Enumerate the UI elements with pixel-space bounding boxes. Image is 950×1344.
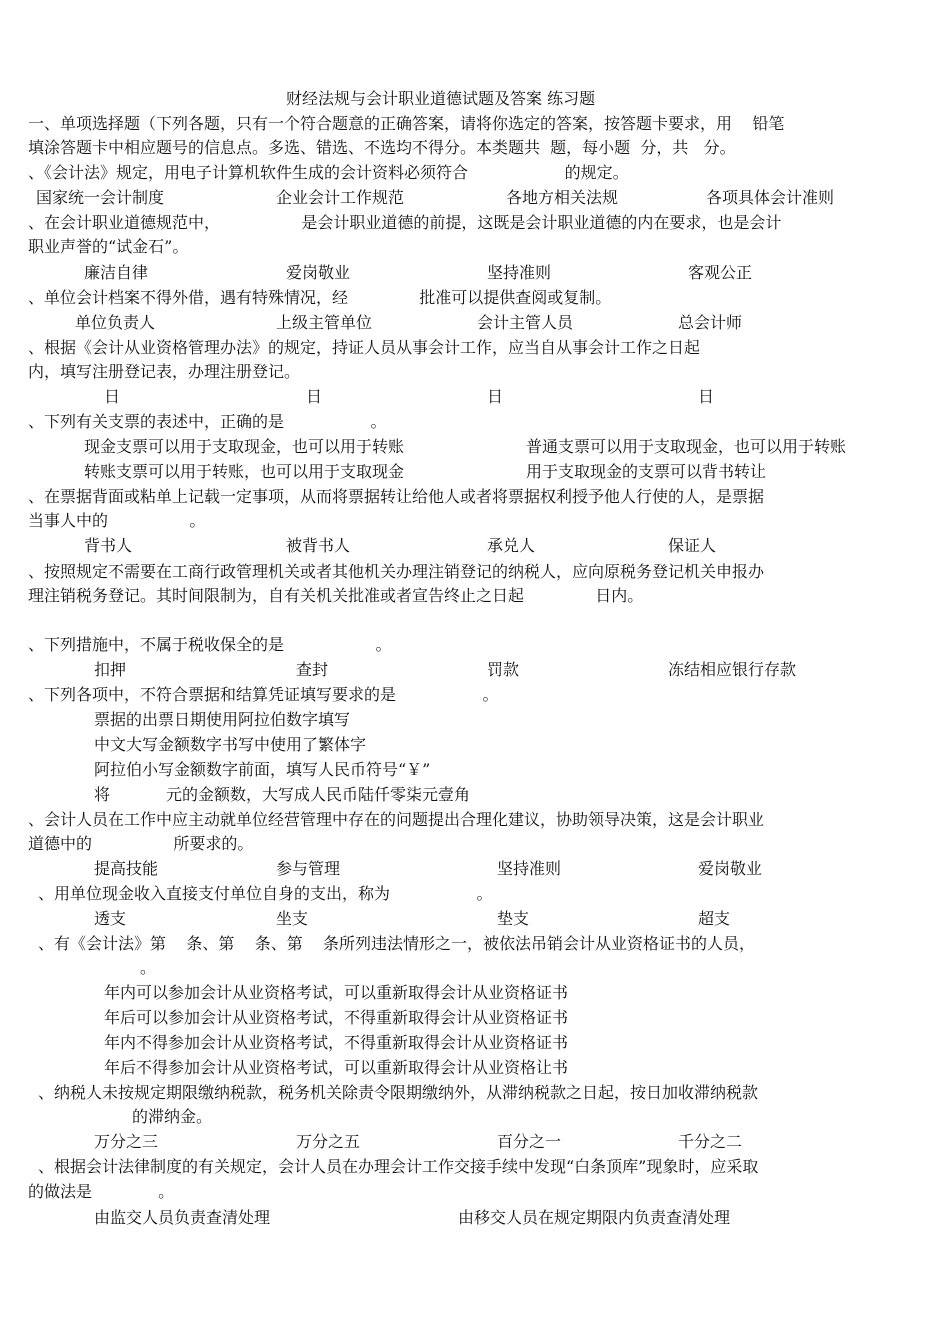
text-line: 一、单项选择题（下列各题，只有一个符合题意的正确答案，请将你选定的答案，按答题卡要求，用 铅笔 [28, 114, 785, 133]
text-line: 背书人 [84, 536, 133, 555]
text-line: 、按照规定不需要在工商行政管理机关或者其他机关办理注销登记的纳税人，应向原税务登记机关申报办 [28, 562, 765, 581]
text-line: 道德中的 所要求的。 [28, 834, 254, 853]
text-line: 会计主管人员 [477, 313, 574, 332]
text-line: 超支 [698, 909, 731, 928]
text-line: 爱岗敬业 [286, 263, 351, 282]
text-line: 提高技能 [94, 859, 159, 878]
text-line: 的做法是 。 [28, 1182, 175, 1201]
text-line: 普通支票可以用于支取现金，也可以用于转账 [526, 437, 847, 456]
text-line: 客观公正 [688, 263, 753, 282]
text-line: 透支 [94, 909, 127, 928]
text-line: 由移交人员在规定期限内负责查清处理 [458, 1208, 731, 1227]
text-line: 、在票据背面或粘单上记载一定事项，从而将票据转让给他人或者将票据权利授予他人行使的人，是票据 [28, 487, 765, 506]
text-line: 。 [140, 958, 157, 977]
text-line: 坐支 [276, 909, 309, 928]
text-line: 、单位会计档案不得外借，遇有特殊情况，经 批准可以提供查阅或复制。 [28, 288, 612, 307]
document-title: 财经法规与会计职业道德试题及答案 练习题 [286, 89, 596, 108]
text-line: 被背书人 [286, 536, 351, 555]
text-line: 上级主管单位 [276, 313, 373, 332]
text-line: 职业声誉的“试金石”。 [28, 237, 189, 256]
text-line: 阿拉伯小写金额数字前面，填写人民币符号“￥” [94, 760, 431, 779]
text-line: 用于支取现金的支票可以背书转让 [526, 462, 767, 481]
text-line: 、下列措施中，不属于税收保全的是 。 [28, 635, 392, 654]
text-line: 查封 [296, 660, 329, 679]
text-line: 百分之一 [497, 1132, 562, 1151]
text-line: 年内可以参加会计从业资格考试，可以重新取得会计从业资格证书 [104, 983, 569, 1002]
text-line: 保证人 [668, 536, 717, 555]
text-line: 日 [104, 387, 121, 406]
text-line: 、用单位现金收入直接支付单位自身的支出，称为 。 [38, 884, 493, 903]
text-line: 、有《会计法》第 条、第 条、第 条所列违法情形之一，被依法吊销会计从业资格证书的人员， [38, 934, 756, 953]
text-line: 、《会计法》规定，用电子计算机软件生成的会计资料必须符合 的规定。 [28, 163, 629, 182]
text-line: 、会计人员在工作中应主动就单位经营管理中存在的问题提出合理化建议，协助领导决策，这是会计职业 [28, 810, 765, 829]
text-line: 爱岗敬业 [698, 859, 763, 878]
text-line: 日 [306, 387, 323, 406]
text-line: 、根据《会计从业资格管理办法》的规定，持证人员从事会计工作，应当自从事会计工作之日起 [28, 338, 701, 357]
text-line: 转账支票可以用于转账，也可以用于支取现金 [84, 462, 405, 481]
text-line: 万分之三 [94, 1132, 159, 1151]
text-line: 现金支票可以用于支取现金，也可以用于转账 [84, 437, 405, 456]
text-line: 年后不得参加会计从业资格考试，可以重新取得会计从业资格让书 [104, 1058, 569, 1077]
text-line: 承兑人 [487, 536, 536, 555]
text-line: 各项具体会计准则 [706, 188, 835, 207]
text-line: 罚款 [487, 660, 520, 679]
text-line: 日 [487, 387, 504, 406]
text-line: 当事人中的 。 [28, 511, 206, 530]
text-line: 、纳税人未按规定期限缴纳税款，税务机关除责令限期缴纳外，从滞纳税款之日起，按日加收滞纳税款 [38, 1083, 759, 1102]
text-line: 企业会计工作规范 [276, 188, 405, 207]
text-line: 理注销税务登记。其时间限制为，自有关机关批准或者宣告终止之日起 日内。 [28, 586, 644, 605]
text-line: 由监交人员负责查清处理 [94, 1208, 271, 1227]
text-line: 内，填写注册登记表，办理注册登记。 [28, 362, 301, 381]
text-line: 坚持准则 [487, 263, 552, 282]
text-line: 日 [698, 387, 715, 406]
text-line: 廉洁自律 [84, 263, 149, 282]
text-line: 扣押 [94, 660, 127, 679]
text-line: 冻结相应银行存款 [668, 660, 797, 679]
text-line: 万分之五 [296, 1132, 361, 1151]
text-line: 坚持准则 [497, 859, 562, 878]
text-line: 的滞纳金。 [132, 1107, 213, 1126]
text-line: 单位负责人 [75, 313, 156, 332]
text-line: 年内不得参加会计从业资格考试，不得重新取得会计从业资格证书 [104, 1033, 569, 1052]
text-line: 各地方相关法规 [506, 188, 619, 207]
text-line: 、根据会计法律制度的有关规定，会计人员在办理会计工作交接手续中发现“白条顶库”现象时，应采取 [38, 1157, 759, 1176]
text-line: 填涂答题卡中相应题号的信息点。多选、错选、不选均不得分。本类题共 题，每小题 分，共 分。 [28, 138, 736, 157]
text-line: 垫支 [497, 909, 530, 928]
text-line: 参与管理 [276, 859, 341, 878]
text-line: 票据的出票日期使用阿拉伯数字填写 [94, 710, 351, 729]
text-line: 年后可以参加会计从业资格考试，不得重新取得会计从业资格证书 [104, 1008, 569, 1027]
text-line: 将 元的金额数，大写成人民币陆仟零柒元壹角 [94, 785, 470, 804]
text-line: 总会计师 [678, 313, 743, 332]
text-line: 、下列各项中，不符合票据和结算凭证填写要求的是 。 [28, 685, 499, 704]
text-line: 国家统一会计制度 [36, 188, 165, 207]
text-line: 、下列有关支票的表述中，正确的是 。 [28, 412, 387, 431]
text-line: 、在会计职业道德规范中， 是会计职业道德的前提，这既是会计职业道德的内在要求，也是会计 [28, 213, 782, 232]
text-line: 中文大写金额数字书写中使用了繁体字 [94, 735, 367, 754]
text-line: 千分之二 [678, 1132, 743, 1151]
